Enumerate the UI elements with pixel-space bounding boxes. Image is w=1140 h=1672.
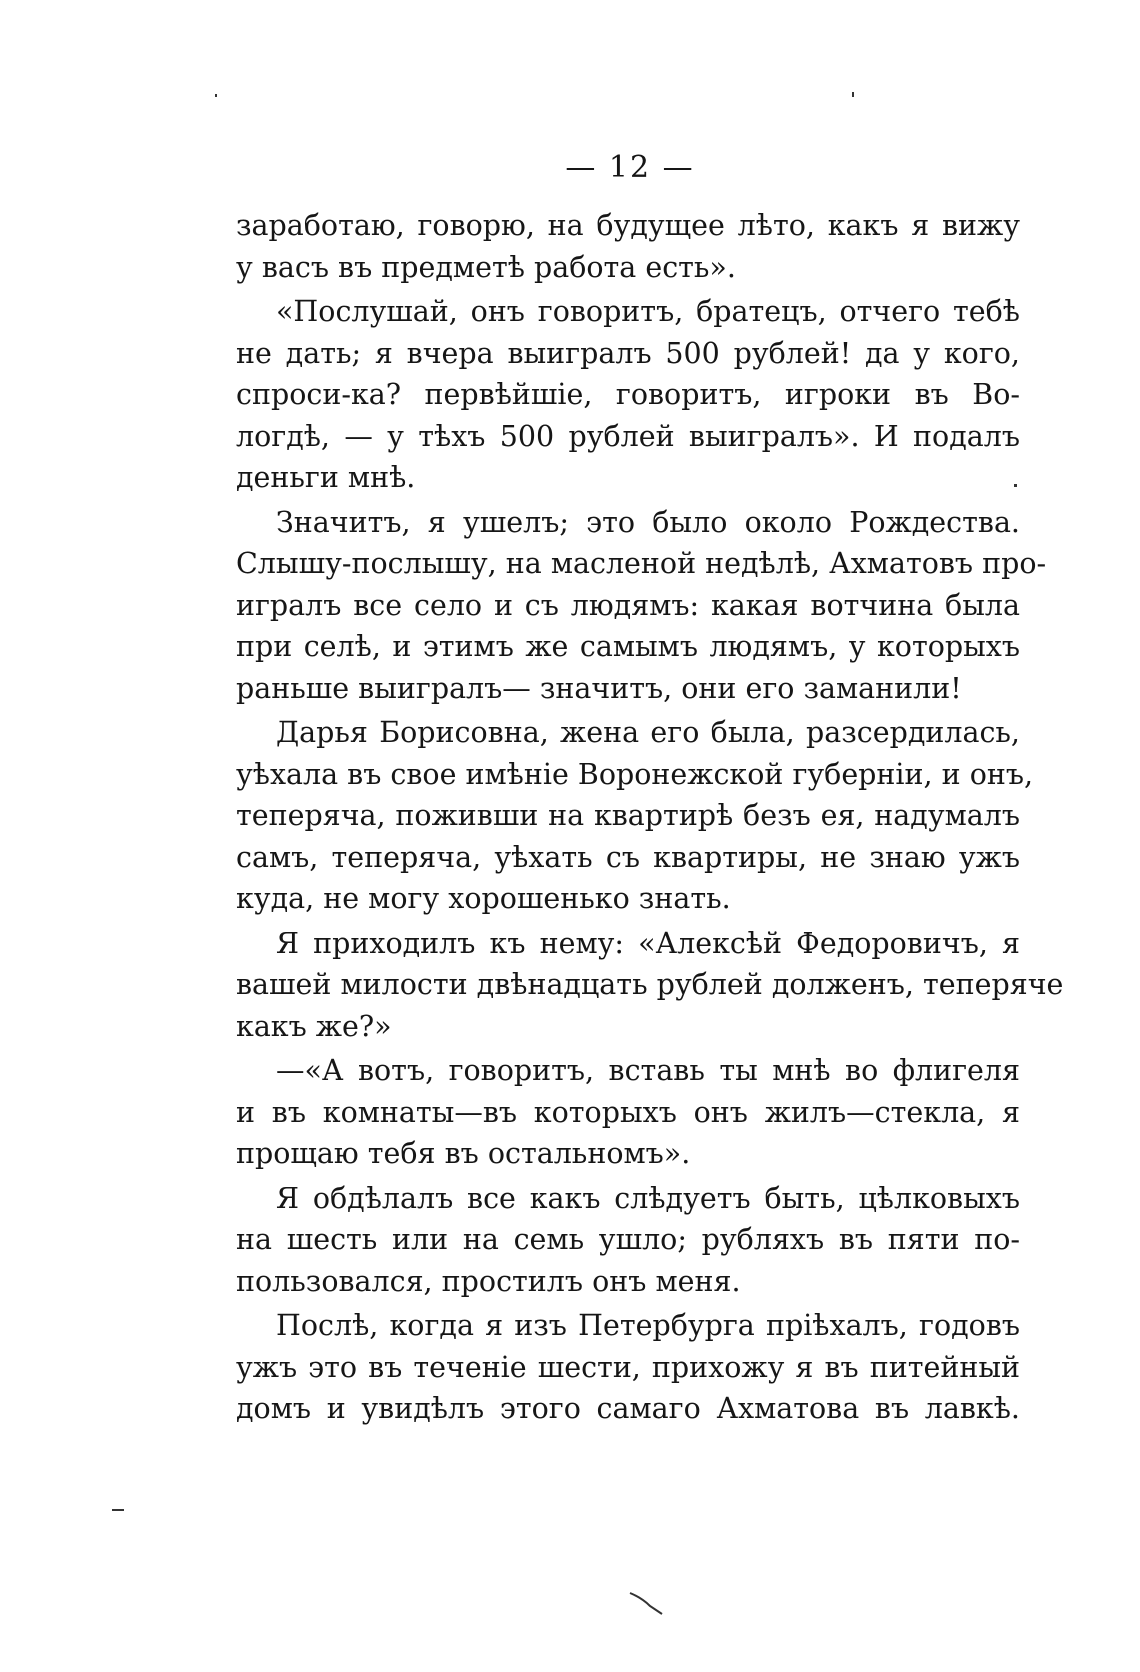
text-line: самъ, теперяча, уѣхать съ квартиры, не знаю ужъ <box>236 840 1020 874</box>
text-line: деньги мнѣ. <box>236 461 416 494</box>
text-line: прощаю тебя въ остальномъ». <box>236 1137 691 1170</box>
text-line: Послѣ, когда я изъ Петербурга пріѣхалъ, годовъ <box>276 1309 1020 1342</box>
text-line: ужъ это въ теченіе шести, прихожу я въ питейный <box>236 1350 1020 1384</box>
text-line: домъ и увидѣлъ этого самаго Ахматова въ лавкѣ. <box>236 1392 1020 1425</box>
text-line: игралъ все село и съ людямъ: какая вотчина была <box>236 588 1020 622</box>
page-number: — 12 — <box>565 150 695 185</box>
scan-speck <box>1014 484 1017 487</box>
text-line: Слышу-послышу, на масленой недѣлѣ, Ахматовъ про- <box>236 547 1047 580</box>
paragraph-7 <box>236 1178 1020 1303</box>
scan-speck <box>852 92 854 97</box>
text-line: заработаю, говорю, на будущее лѣто, какъ я вижу <box>236 209 1020 242</box>
text-line: у васъ въ предметѣ работа есть». <box>236 250 736 284</box>
text-line: Дарья Борисовна, жена его была, разсердилась, <box>276 716 1020 749</box>
paragraph-5 <box>236 923 1064 1048</box>
text-line: раньше выигралъ— значитъ, они его заманили! <box>236 671 962 705</box>
paragraph-3 <box>236 502 1047 710</box>
text-line: теперяча, поживши на квартирѣ безъ ея, надумалъ <box>236 799 1020 832</box>
paragraph-6 <box>236 1050 1020 1175</box>
body-text <box>236 205 1064 1430</box>
text-line: при селѣ, и этимъ же самымъ людямъ, у которыхъ <box>236 630 1020 663</box>
text-line: не дать; я вчера выигралъ 500 рублей! да у кого, <box>236 336 1020 370</box>
text-line: уѣхала въ свое имѣніе Воронежской губерніи, и онъ, <box>236 757 1034 791</box>
paragraph-4 <box>236 712 1034 920</box>
text-line: и въ комнаты—въ которыхъ онъ жилъ—стекла, я <box>236 1095 1020 1129</box>
text-line: вашей милости двѣнадцать рублей долженъ, теперяче <box>236 968 1064 1001</box>
text-line: Значитъ, я ушелъ; это было около Рождества. <box>276 505 1020 539</box>
text-line: «Послушай, онъ говоритъ, братецъ, отчего тебѣ <box>276 295 1020 328</box>
text-line: логдѣ, — у тѣхъ 500 рублей выигралъ». И подалъ <box>236 419 1020 453</box>
text-line: спроси-ка? первѣйшіе, говоритъ, игроки въ Во- <box>236 378 1020 411</box>
text-line: —«А вотъ, говоритъ, вставь ты мнѣ во флигеля <box>276 1054 1020 1087</box>
text-line: Я приходилъ къ нему: «Алексѣй Федоровичъ, я <box>276 926 1020 960</box>
text-line: какъ же?» <box>236 1009 392 1043</box>
paragraph-8 <box>236 1305 1020 1430</box>
paragraph-1 <box>236 205 1020 288</box>
text-line: куда, не могу хорошенько знать. <box>236 882 731 915</box>
text-line: Я обдѣлалъ все какъ слѣдуетъ быть, цѣлковыхъ <box>276 1181 1020 1215</box>
text-line: на шесть или на семь ушло; рубляхъ въ пяти по- <box>236 1223 1020 1256</box>
paragraph-2 <box>236 291 1020 499</box>
scan-speck <box>215 94 217 97</box>
scan-speck <box>112 1509 124 1511</box>
text-line: пользовался, простилъ онъ меня. <box>236 1264 741 1298</box>
scan-speck <box>628 1590 668 1620</box>
